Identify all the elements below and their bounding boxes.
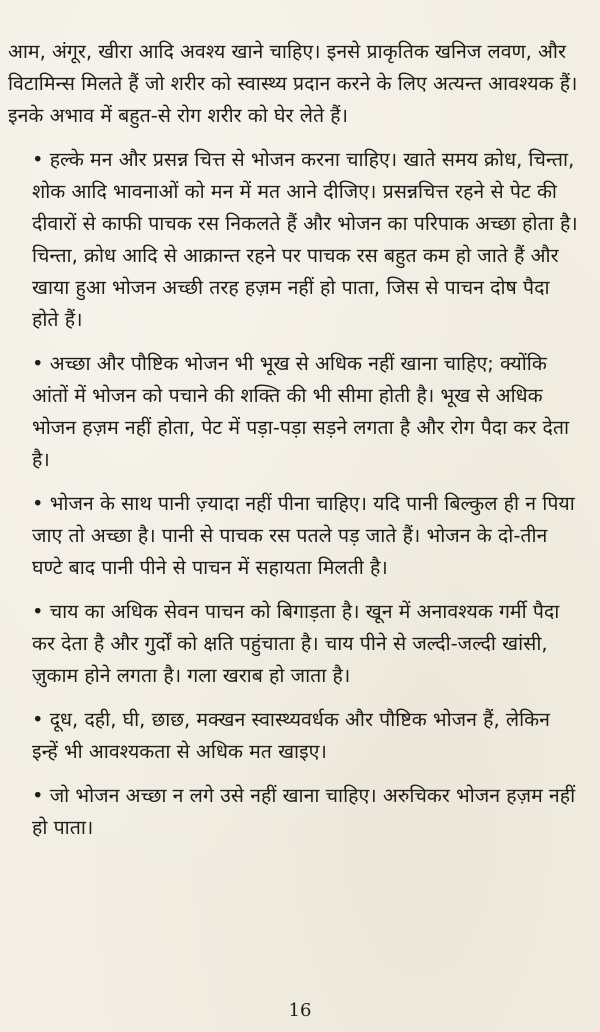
paragraph-calm-mind-eating: • हल्के मन और प्रसन्न चित्त से भोजन करना चाहिए। खाते समय क्रोध, चिन्ता, शोक आदि भावनाओं को मन में मत आने दीजिए। प्रसन्नचित्त रहने से पेट की दीवारों से काफी पाचक रस निकलते हैं और भोजन का परिपाक अच्छा होता है। चिन्ता, क्रोध आदि से आक्रान्त रहने पर पाचक रस बहुत कम हो जाते हैं और खाया हुआ भोजन अच्छी तरह हज़म नहीं हो पाता, जिस से पाचन दोष पैदा होते हैं। bbox=[32, 148, 578, 331]
paragraph-tea-effects: • चाय का अधिक सेवन पाचन को बिगाड़ता है। खून में अनावश्यक गर्मी पैदा कर देता है और गुर्दों को क्षति पहुंचाता है। चाय पीने से जल्दी-जल्दी खांसी, ज़ुकाम होने लगता है। गला खराब हो जाता है। bbox=[32, 600, 560, 687]
paragraph-dairy-moderation: • दूध, दही, घी, छाछ, मक्खन स्वास्थ्यवर्धक और पौष्टिक भोजन हैं, लेकिन इन्हें भी आवश्यकता से अधिक मत खाइए। bbox=[32, 708, 550, 763]
page-number: 16 bbox=[288, 1000, 312, 1021]
paragraph-avoid-overeating: • अच्छा और पौष्टिक भोजन भी भूख से अधिक नहीं खाना चाहिए; क्योंकि आंतों में भोजन को पचाने की शक्ति की भी सीमा होती है। भूख से अधिक भोजन हज़म नहीं होता, पेट में पड़ा-पड़ा सड़ने लगता है और रोग पैदा कर देता है। bbox=[32, 352, 570, 471]
paragraph-fruits-minerals: आम, अंगूर, खीरा आदि अवश्य खाने चाहिए। इनसे प्राकृतिक खनिज लवण, और विटामिन्स मिलते हैं जो शरीर को स्वास्थ्य प्रदान करने के लिए अत्यन्त आवश्यक हैं। इनके अभाव में बहुत-से रोग शरीर को घेर लेते हैं। bbox=[8, 40, 578, 127]
paragraph-water-with-meals: • भोजन के साथ पानी ज़्यादा नहीं पीना चाहिए। यदि पानी बिल्कुल ही न पिया जाए तो अच्छा है। पानी से पाचक रस पतले पड़ जाते हैं। भोजन के दो-तीन घण्टे बाद पानी पीने से पाचन में सहायता मिलती है। bbox=[32, 492, 575, 579]
paragraph-unappetizing-food: • जो भोजन अच्छा न लगे उसे नहीं खाना चाहिए। अरुचिकर भोजन हज़म नहीं हो पाता। bbox=[32, 784, 576, 839]
